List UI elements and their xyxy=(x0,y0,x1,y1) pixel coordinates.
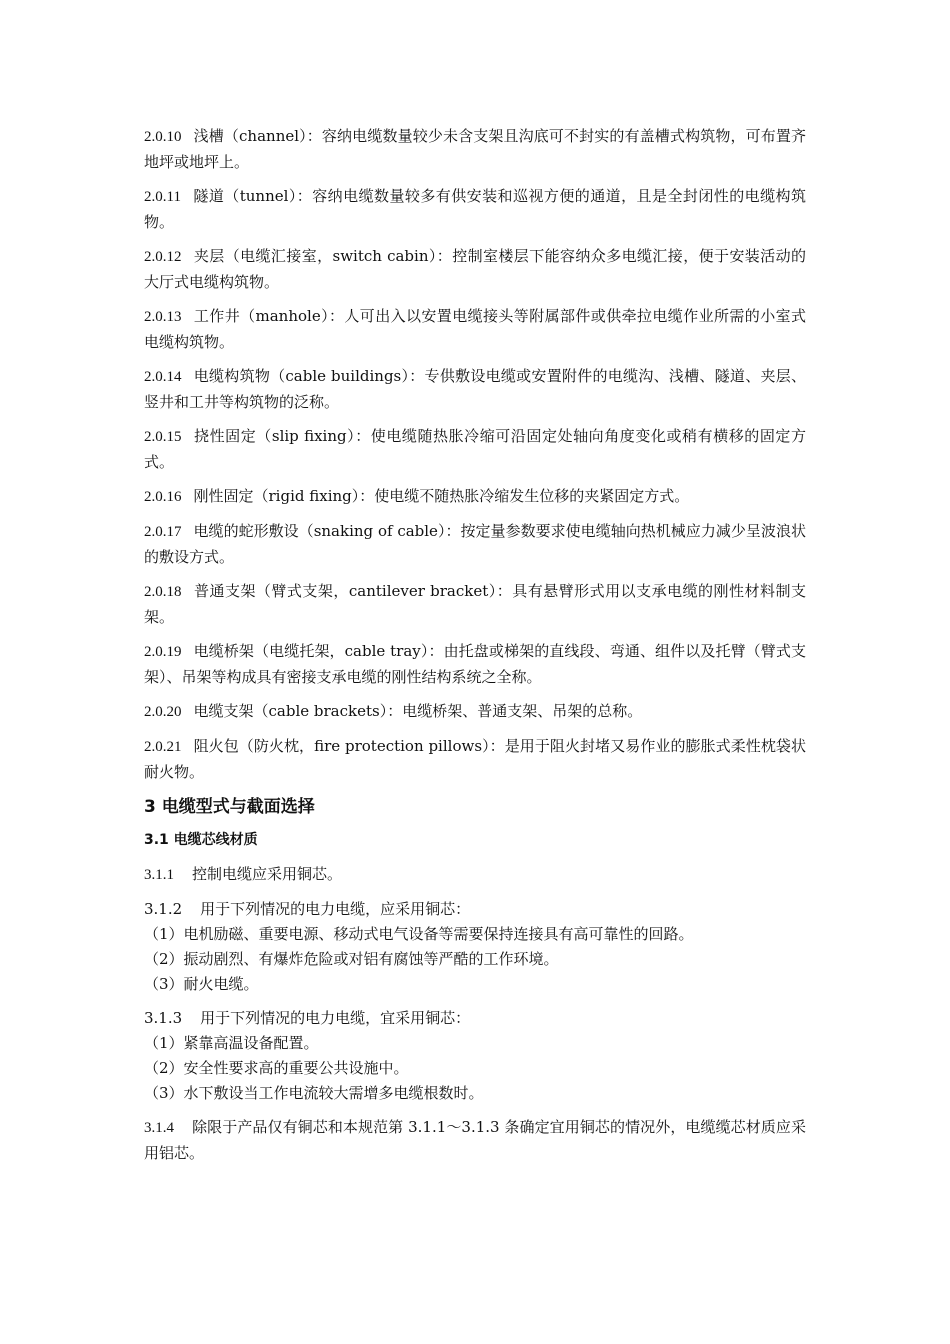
term-2-0-20 xyxy=(144,699,806,725)
term-text: 浅槽（channel）：容纳电缆数量较少未含支架且沟底可不封实的有盖槽式构筑物，可布置齐地坪或地坪上。 xyxy=(144,127,806,171)
clause-number: 3.1.4 xyxy=(144,1120,174,1136)
term-number: 2.0.20 xyxy=(144,704,182,720)
term-text: 刚性固定（rigid fixing）：使电缆不随热胀冷缩发生位移的夹紧固定方式。 xyxy=(193,487,690,505)
clause-3-1-2 xyxy=(144,897,806,997)
clause-text: 控制电缆应采用铜芯。 xyxy=(192,865,343,883)
term-2-0-11 xyxy=(144,184,806,235)
term-number: 2.0.12 xyxy=(144,249,182,265)
term-number: 2.0.19 xyxy=(144,644,182,660)
term-2-0-16 xyxy=(144,484,806,510)
list-item: （3）耐火电缆。 xyxy=(144,975,259,993)
list-item: （3）水下敷设当工作电流较大需增多电缆根数时。 xyxy=(144,1084,484,1102)
term-2-0-19 xyxy=(144,639,806,690)
clause-number: 3.1.3 xyxy=(144,1009,183,1027)
term-2-0-12 xyxy=(144,244,806,295)
term-text: 电缆桥架（电缆托架，cable tray）：由托盘或梯架的直线段、弯通、组件以及托臂（臂式支架）、吊架等构成具有密接支承电缆的刚性结构系统之全称。 xyxy=(144,642,806,686)
term-2-0-14 xyxy=(144,364,806,415)
list-item: （1）紧靠高温设备配置。 xyxy=(144,1034,319,1052)
clause-list xyxy=(144,862,806,1166)
list-item: （1）电机励磁、重要电源、移动式电气设备等需要保持连接具有高可靠性的回路。 xyxy=(144,925,694,943)
term-text: 隧道（tunnel）：容纳电缆数量较多有供安装和巡视方便的通道，且是全封闭性的电缆构筑物。 xyxy=(144,187,806,231)
clause-text: 用于下列情况的电力电缆，宜采用铜芯： xyxy=(200,1009,471,1027)
term-number: 2.0.21 xyxy=(144,739,182,755)
term-number: 2.0.14 xyxy=(144,369,182,385)
term-number: 2.0.15 xyxy=(144,429,182,445)
term-2-0-15 xyxy=(144,424,806,475)
term-number: 2.0.18 xyxy=(144,584,182,600)
clause-3-1-4 xyxy=(144,1115,806,1166)
term-text: 工作井（manhole）：人可出入以安置电缆接头等附属部件或供牵拉电缆作业所需的小室式电缆构筑物。 xyxy=(144,307,806,351)
term-2-0-13 xyxy=(144,304,806,355)
list-item: （2）安全性要求高的重要公共设施中。 xyxy=(144,1059,409,1077)
term-text: 普通支架（臂式支架，cantilever bracket）：具有悬臂形式用以支承电缆的刚性材料制支架。 xyxy=(144,582,806,626)
term-list xyxy=(144,124,806,785)
term-2-0-21 xyxy=(144,734,806,785)
term-number: 2.0.11 xyxy=(144,189,181,205)
term-number: 2.0.16 xyxy=(144,489,182,505)
term-2-0-17 xyxy=(144,519,806,570)
term-2-0-18 xyxy=(144,579,806,630)
clause-text: 除限于产品仅有铜芯和本规范第 3.1.1～3.1.3 条确定宜用铜芯的情况外，电缆缆芯材质应采用铝芯。 xyxy=(144,1118,806,1162)
chapter-heading: 3 电缆型式与截面选择 xyxy=(144,797,315,817)
term-number: 2.0.17 xyxy=(144,524,182,540)
term-number: 2.0.10 xyxy=(144,129,182,145)
section-heading: 3.1 电缆芯线材质 xyxy=(144,832,258,848)
list-item: （2）振动剧烈、有爆炸危险或对铝有腐蚀等严酷的工作环境。 xyxy=(144,950,559,968)
document-page xyxy=(144,124,806,1175)
term-text: 电缆的蛇形敷设（snaking of cable）：按定量参数要求使电缆轴向热机械应力减少呈波浪状的敷设方式。 xyxy=(144,522,806,566)
term-text: 挠性固定（slip fixing）：使电缆随热胀冷缩可沿固定处轴向角度变化或稍有横移的固定方式。 xyxy=(144,427,806,471)
term-2-0-10 xyxy=(144,124,806,175)
term-text: 阻火包（防火枕，fire protection pillows）：是用于阻火封堵又易作业的膨胀式柔性枕袋状耐火物。 xyxy=(144,737,806,781)
clause-text: 用于下列情况的电力电缆，应采用铜芯： xyxy=(200,900,471,918)
clause-3-1-3 xyxy=(144,1006,806,1106)
term-number: 2.0.13 xyxy=(144,309,182,325)
term-text: 电缆构筑物（cable buildings）：专供敷设电缆或安置附件的电缆沟、浅槽、隧道、夹层、竖井和工井等构筑物的泛称。 xyxy=(144,367,806,411)
clause-number: 3.1.2 xyxy=(144,900,183,918)
clause-3-1-1 xyxy=(144,862,806,888)
clause-number: 3.1.1 xyxy=(144,867,174,883)
term-text: 电缆支架（cable brackets）：电缆桥架、普通支架、吊架的总称。 xyxy=(193,702,643,720)
term-text: 夹层（电缆汇接室，switch cabin）：控制室楼层下能容纳众多电缆汇接，便于安装活动的大厅式电缆构筑物。 xyxy=(144,247,806,291)
